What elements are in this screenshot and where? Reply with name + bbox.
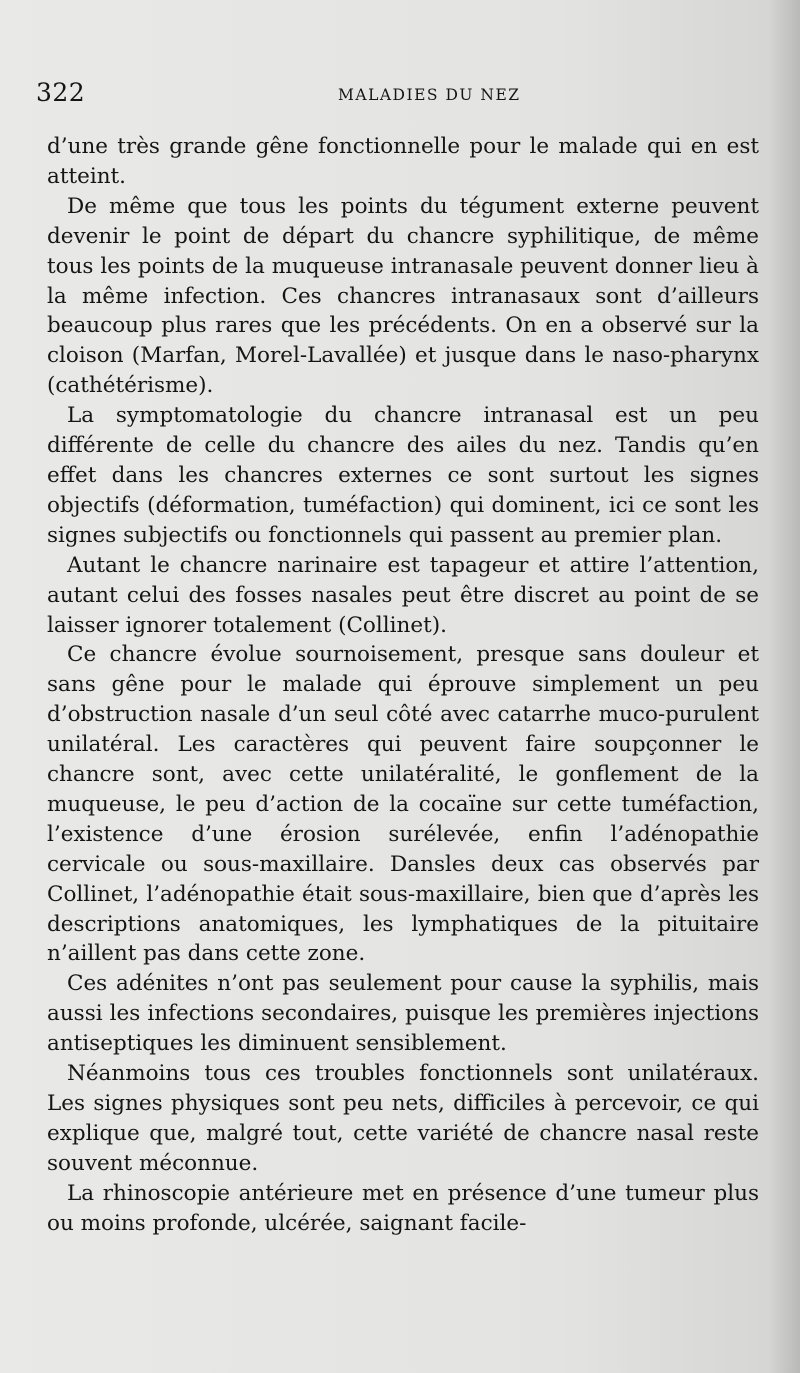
page-number: 322 — [36, 78, 86, 107]
paragraph: Néanmoins tous ces troubles fonctionnels sont unilatéraux. Les signes physiques sont peu nets, difficiles à percevoir, ce qui explique que, malgré tout, cette variété de chancre nasal reste souvent méconnue. — [47, 1061, 759, 1176]
paragraph: Autant le chancre narinaire est tapageur et attire l’attention, autant celui des fosses nasales peut être discret au point de se laisser ignorer totalement (Collinet). — [47, 552, 759, 638]
page-header — [36, 78, 756, 118]
paragraph: d’une très grande gêne fonctionnelle pour le malade qui en est atteint. — [47, 134, 759, 189]
paragraph: De même que tous les points du tégument externe peuvent devenir le point de départ du chancre syphilitique, de même tous les points de la muqueuse intranasale peuvent donner lieu à la même infection. Ces chancres intranasaux sont d’ailleurs beaucoup plus rares que les précédents. On en a observé sur la cloison (Marfan, Morel-Lavallée) et jusque dans le naso-pharynx (cathétérisme). — [47, 193, 759, 399]
paragraph: La symptomatologie du chancre intranasal est un peu différente de celle du chancre des ailes du nez. Tandis qu’en effet dans les chancres externes ce sont surtout les signes objectifs (déformation, tuméfaction) qui dominent, ici ce sont les signes subjectifs ou fonctionnels qui passent au premier plan. — [47, 403, 759, 548]
paragraph: Ce chancre évolue sournoisement, presque sans douleur et sans gêne pour le malade qui éprouve simplement un peu d’obstruction nasale d’un seul côté avec catarrhe muco-purulent unilatéral. Les caractères qui peuvent faire soupçonner le chancre sont, avec cette unilatéralité, le gonflement de la muqueuse, le peu d’action de la cocaïne sur cette tuméfaction, l’existence d’une érosion surélevée, enfin l’adénopathie cervicale ou sous-maxillaire. Dansles deux cas observés par Collinet, l’adénopathie était sous-maxillaire, bien que d’après les descriptions anatomiques, les lymphatiques de la pituitaire n’aillent pas dans cette zone. — [47, 642, 759, 967]
running-title: MALADIES DU NEZ — [338, 86, 521, 104]
paragraph: Ces adénites n’ont pas seulement pour cause la syphilis, mais aussi les infections secondaires, puisque les premières injections antiseptiques les diminuent sensiblement. — [47, 971, 759, 1057]
body-text — [47, 132, 759, 1239]
paragraph: La rhinoscopie antérieure met en présence d’une tumeur plus ou moins profonde, ulcérée, saignant facile- — [47, 1180, 759, 1236]
